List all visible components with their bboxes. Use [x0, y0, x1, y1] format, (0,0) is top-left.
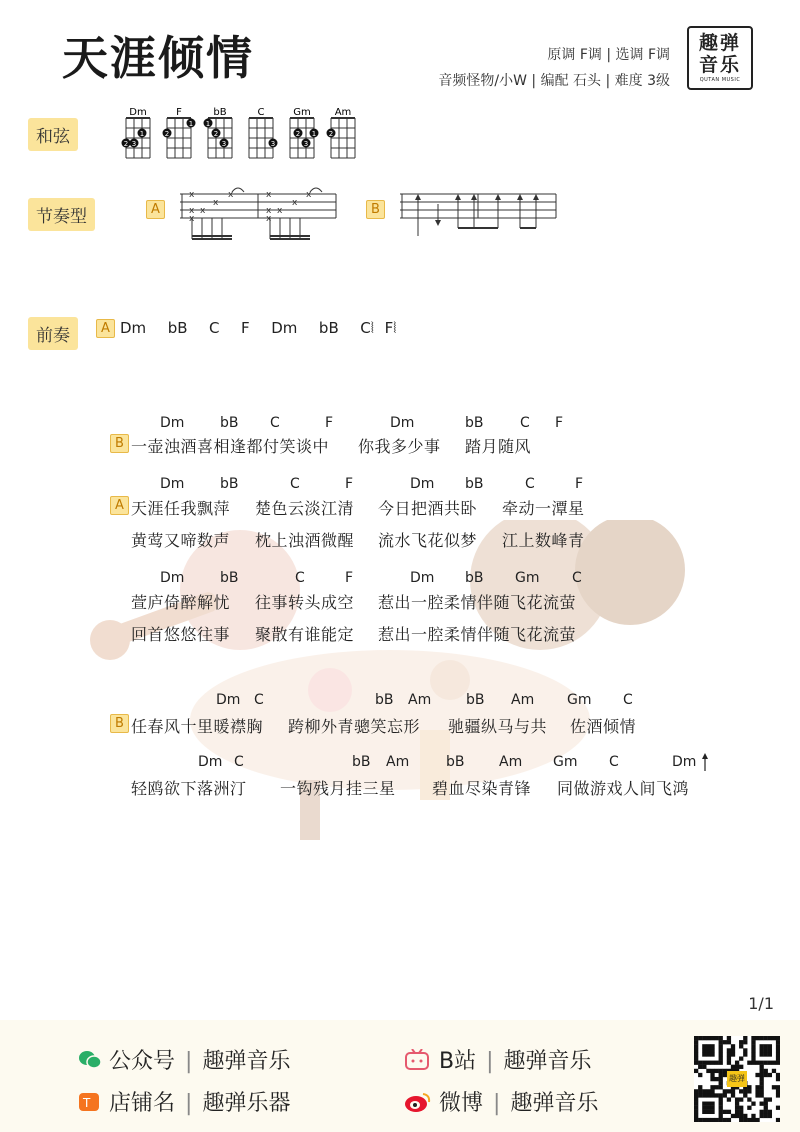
logo-subtext: QUTAN MUSIC	[699, 77, 741, 83]
chord-name: Am	[334, 107, 352, 118]
rhythm-a-marker: A	[146, 200, 165, 219]
finger-number: 1	[188, 120, 194, 128]
wechat-label: 公众号	[109, 1049, 176, 1074]
chord-label: Am	[511, 692, 535, 708]
chord-label: C	[520, 415, 530, 431]
shop-value: 趣弹乐器	[202, 1091, 291, 1116]
chord-label: F	[345, 570, 354, 586]
qr-code[interactable]	[694, 1036, 780, 1122]
taobao-icon	[78, 1091, 102, 1113]
lyric-segment: 萱庐倚醉解忧	[131, 593, 231, 612]
chord-label: Dm	[160, 476, 185, 492]
logo-text-top: 趣弹	[698, 32, 741, 54]
lyric-segment: 枕上浊酒微醒	[255, 531, 355, 550]
wechat-icon	[78, 1049, 102, 1071]
lyric-segment: 牵动一潭星	[502, 499, 585, 518]
chord-name: Dm	[129, 107, 147, 118]
finger-number: 2	[164, 130, 170, 138]
shop-label: 店铺名	[109, 1091, 176, 1116]
footer-shop[interactable]: T 店铺名 | 趣弹乐器	[78, 1086, 290, 1117]
finger-number: 3	[131, 140, 137, 148]
footer	[0, 1020, 800, 1132]
lyric-segment: 碧血尽染青锋	[432, 779, 532, 798]
chord-label: bB	[446, 754, 465, 770]
lyric-segment: 回首悠悠往事	[131, 625, 231, 644]
finger-number: 2	[123, 140, 129, 148]
key-info: 原调 F调 | 选调 F调	[547, 47, 670, 63]
svg-text:x: x	[277, 206, 283, 216]
chord-label: bB	[352, 754, 371, 770]
chord-name: Gm	[293, 107, 311, 118]
chord-label: F	[555, 415, 564, 431]
section-marker: A	[110, 496, 129, 515]
chord-label: bB	[465, 570, 484, 586]
finger-number: 2	[295, 130, 301, 138]
chord-label: C	[295, 570, 305, 586]
svg-text:x: x	[200, 206, 206, 216]
chord-label: Am	[408, 692, 432, 708]
lyric-segment: 流水飞花似梦	[378, 531, 478, 550]
chord-label: Am	[499, 754, 523, 770]
svg-text:x: x	[292, 198, 298, 208]
finger-number: 1	[205, 120, 211, 128]
footer-wechat[interactable]: 公众号 | 趣弹音乐	[78, 1044, 290, 1075]
chord-name: F	[176, 107, 182, 118]
prelude-marker: A	[96, 319, 115, 338]
chord-label: bB	[465, 476, 484, 492]
qr-center-logo: 趣弹	[727, 1071, 747, 1087]
strum-up-arrow-icon	[700, 752, 710, 772]
lyric-segment: 楚色云淡江清	[255, 499, 355, 518]
chord-label: F	[345, 476, 354, 492]
chord-label: bB	[465, 415, 484, 431]
lyric-segment: 任春风十里暖襟胸	[131, 717, 264, 736]
weibo-value: 趣弹音乐	[510, 1091, 599, 1116]
lyric-segment: 惹出一腔柔情伴随飞花流萤	[378, 593, 577, 612]
lyric-segment: 江上数峰青	[502, 531, 585, 550]
svg-text:x: x	[266, 206, 272, 216]
chord-label: Dm	[672, 754, 697, 770]
finger-number: 2	[328, 130, 334, 138]
chord-label: C	[270, 415, 280, 431]
bilibili-value: 趣弹音乐	[503, 1049, 592, 1074]
prelude-chords: Dm bB C F Dm bB C⦚ F⦚	[120, 319, 397, 337]
chord-label: C	[572, 570, 582, 586]
prelude-section-label: 前奏	[28, 317, 78, 350]
svg-text:x: x	[213, 198, 219, 208]
lyric-segment: 同做游戏人间飞鸿	[557, 779, 690, 798]
lyric-segment: 一壶浊酒喜相逢都付笑谈中	[131, 437, 330, 456]
lyric-segment: 你我多少事	[358, 437, 441, 456]
weibo-icon	[404, 1091, 432, 1113]
chord-name: C	[257, 107, 265, 118]
chord-label: bB	[220, 476, 239, 492]
rhythm-b-marker: B	[366, 200, 385, 219]
svg-text:x: x	[189, 190, 195, 200]
finger-number: 3	[221, 140, 227, 148]
page-number: 1/1	[748, 994, 774, 1013]
bilibili-label: B站	[439, 1049, 477, 1074]
chord-label: F	[575, 476, 584, 492]
credits-info: 音频怪物/小W | 编配 石头 | 难度 3级	[438, 73, 670, 89]
finger-number: 2	[213, 130, 219, 138]
chord-label: C	[290, 476, 300, 492]
lyric-segment: 一钩残月挂三星	[280, 779, 396, 798]
chord-label: bB	[466, 692, 485, 708]
lyric-segment: 往事转头成空	[255, 593, 355, 612]
lyric-segment: 驰疆纵马与共	[448, 717, 548, 736]
finger-number: 3	[270, 140, 276, 148]
lyric-segment: 惹出一腔柔情伴随飞花流萤	[378, 625, 577, 644]
lyric-segment: 聚散有谁能定	[255, 625, 355, 644]
chord-label: bB	[375, 692, 394, 708]
chord-label: bB	[220, 415, 239, 431]
chord-label: Dm	[390, 415, 415, 431]
svg-text:x: x	[189, 206, 195, 216]
chord-label: C	[254, 692, 264, 708]
chord-label: F	[325, 415, 334, 431]
svg-text:x: x	[266, 214, 272, 224]
chord-label: Gm	[515, 570, 540, 586]
chord-label: Gm	[567, 692, 592, 708]
lyric-segment: 佐酒倾情	[570, 717, 637, 736]
section-marker: B	[110, 434, 129, 453]
chord-label: Dm	[410, 476, 435, 492]
section-marker: B	[110, 714, 129, 733]
wechat-value: 趣弹音乐	[202, 1049, 291, 1074]
chord-label: C	[609, 754, 619, 770]
chord-label: Dm	[160, 415, 185, 431]
finger-number: 3	[303, 140, 309, 148]
svg-text:x: x	[228, 190, 234, 200]
lyric-segment: 天涯任我飘萍	[131, 499, 231, 518]
chord-label: Dm	[160, 570, 185, 586]
lyric-segment: 跨柳外青骢笑忘形	[288, 717, 421, 736]
chord-label: Dm	[198, 754, 223, 770]
chord-label: Am	[386, 754, 410, 770]
chord-label: C	[525, 476, 535, 492]
chord-label: C	[234, 754, 244, 770]
chord-label: Dm	[216, 692, 241, 708]
svg-text:x: x	[306, 190, 312, 200]
weibo-label: 微博	[439, 1091, 484, 1116]
lyric-segment: 今日把酒共卧	[378, 499, 478, 518]
footer-bilibili[interactable]: B站 | 趣弹音乐	[404, 1044, 592, 1075]
rhythm-section-label: 节奏型	[28, 198, 95, 231]
song-title: 天涯倾情	[62, 31, 254, 85]
footer-weibo[interactable]: 微博 | 趣弹音乐	[404, 1086, 598, 1117]
lyric-segment: 踏月随风	[465, 437, 532, 456]
svg-text:x: x	[266, 190, 272, 200]
chord-label: bB	[220, 570, 239, 586]
chord-label: C	[623, 692, 633, 708]
lyric-segment: 轻鸥欲下落洲汀	[131, 779, 247, 798]
chord-name: bB	[213, 107, 227, 118]
svg-text:x: x	[189, 214, 195, 224]
logo-text-bottom: 音乐	[698, 54, 741, 76]
lyric-segment: 黄莺又啼数声	[131, 531, 231, 550]
svg-text:T: T	[83, 1096, 91, 1110]
chord-label: Gm	[553, 754, 578, 770]
chords-section-label: 和弦	[28, 118, 78, 151]
bilibili-icon	[404, 1049, 432, 1071]
finger-number: 1	[139, 130, 145, 138]
chord-label: Dm	[410, 570, 435, 586]
finger-number: 1	[311, 130, 317, 138]
